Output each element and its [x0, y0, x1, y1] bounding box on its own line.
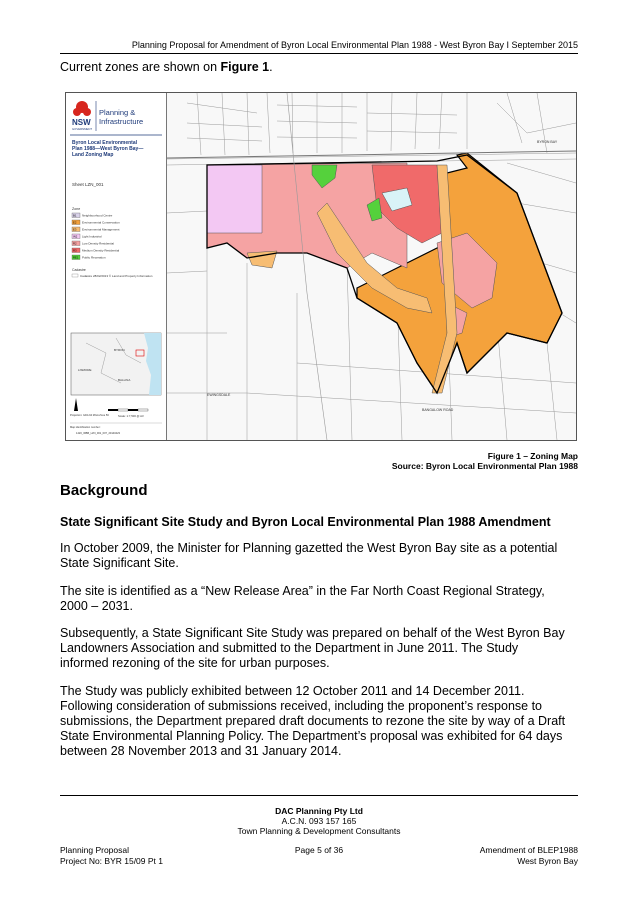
map-legend	[66, 93, 167, 440]
inset-label-ballina: BALLINA	[118, 378, 131, 382]
footer-tagline: Town Planning & Development Consultants	[237, 826, 401, 836]
header-rule	[60, 53, 578, 54]
projection-note: Projection: GDA 94 MGA Zone 56	[70, 414, 109, 417]
zone-heading: Zone	[72, 207, 81, 211]
road-label-ewingsdale: EWINGSDALE	[207, 393, 231, 397]
logo-dept-1: Planning &	[99, 108, 136, 117]
footer-acn: A.C.N. 093 157 165	[281, 816, 357, 826]
figure-caption: Figure 1 – Zoning Map	[487, 451, 578, 461]
nsw-waratah-icon	[73, 101, 91, 116]
page-header: Planning Proposal for Amendment of Byron Local Environmental Plan 1988 - West Byron Bay I September 2015	[131, 40, 578, 50]
north-arrow-icon	[74, 398, 78, 411]
legend-code-b1: B1	[73, 213, 77, 218]
legend-label-r2: Low Density Residential	[82, 241, 115, 246]
footer-right-2: West Byron Bay	[517, 856, 578, 866]
map-id-label: Map identification number:	[70, 426, 101, 429]
paragraph-2: The site is identified as a “New Release Area” in the Far North Coast Regional Strategy, 2000 – 2031.	[60, 584, 545, 613]
inset-label-byron: BYRON	[114, 348, 125, 352]
zoning-map	[65, 92, 577, 441]
footer-page-number: Page 5 of 36	[294, 845, 344, 855]
legend-code-r2: R2	[73, 241, 77, 246]
figure-ref: Figure 1	[220, 60, 270, 74]
intro-prefix: Current zones are shown on	[60, 60, 221, 74]
scale-text: Scale: 1:7,500 @ A3	[118, 414, 144, 418]
legend-label-b1: Neighbourhood Centre	[82, 213, 113, 218]
legend-label-e3: Environmental Management	[82, 227, 120, 232]
footer-left-2: Project No: BYR 15/09 Pt 1	[60, 856, 163, 866]
map-title-2: Plan 1988—West Byron Bay—	[72, 146, 144, 152]
figure-source: Source: Byron Local Environmental Plan 1988	[391, 461, 578, 471]
locality-inset-map	[71, 333, 161, 395]
road-label-byron: BYRON BAY	[537, 140, 558, 144]
paragraph-3: Subsequently, a State Significant Site Study was prepared on behalf of the West Byron Bay Landowners Association and submitted to the Department in June 2011. The Study informed rezoning of the site for urban purposes.	[60, 626, 565, 670]
map-title-3: Land Zoning Map	[72, 152, 114, 158]
background-heading: Background	[60, 482, 148, 499]
legend-code-re1: RE1	[73, 255, 79, 260]
legend-label-e2: Environmental Conservation	[82, 220, 120, 225]
footer-right-1: Amendment of BLEP1988	[479, 845, 578, 855]
cadastre-label: Cadastre 28/02/2013 © Land and Property Information	[80, 274, 153, 278]
map-sheet: Sheet LZN_001	[72, 182, 104, 187]
paragraph-1: In October 2009, the Minister for Planning gazetted the West Byron Bay site as a potential State Significant Site.	[60, 541, 558, 570]
legend-code-e3: E3	[73, 227, 77, 232]
legend-code-in2: IN2	[73, 234, 78, 239]
logo-dept-2: Infrastructure	[99, 117, 144, 126]
inset-label-lismore: LISMORE	[78, 368, 92, 372]
intro-sentence	[60, 60, 273, 74]
legend-label-in2: Light Industrial	[82, 234, 102, 239]
intro-suffix: .	[269, 60, 273, 74]
section-subheading: State Significant Site Study and Byron Local Environmental Plan 1988 Amendment	[60, 515, 551, 529]
logo-sub: GOVERNMENT	[72, 127, 93, 131]
paragraph-4: The Study was publicly exhibited between 12 October 2011 and 14 December 2011. Following consideration of submissions received, including the proponent’s response to submissions, the Department prepared draft documents to rezone the site by way of a Draft State Environmental Planning Policy. The Department’s proposal was exhibited for 64 days between 28 November 2013 and 31 January 2014.	[60, 684, 566, 758]
legend-label-re1: Public Recreation	[82, 255, 106, 260]
footer-rule	[60, 795, 578, 796]
map-title-1: Byron Local Environmental	[72, 140, 138, 146]
legend-label-r3: Medium Density Residential	[82, 248, 120, 253]
road-label-bangalow: BANGALOW ROAD	[422, 408, 454, 412]
map-canvas	[167, 93, 576, 440]
footer-company: DAC Planning Pty Ltd	[275, 806, 363, 816]
footer-left-1: Planning Proposal	[60, 845, 129, 855]
cadastre-heading: Cadastre	[72, 268, 86, 272]
zone-in2-polygon	[207, 165, 262, 233]
legend-code-e2: E2	[73, 220, 77, 225]
legend-code-r3: R3	[73, 248, 77, 253]
scale-bar	[108, 409, 148, 411]
map-id: 1420_WBB_LZN_001_007_20140423	[76, 432, 120, 435]
logo-org: NSW	[72, 118, 91, 127]
